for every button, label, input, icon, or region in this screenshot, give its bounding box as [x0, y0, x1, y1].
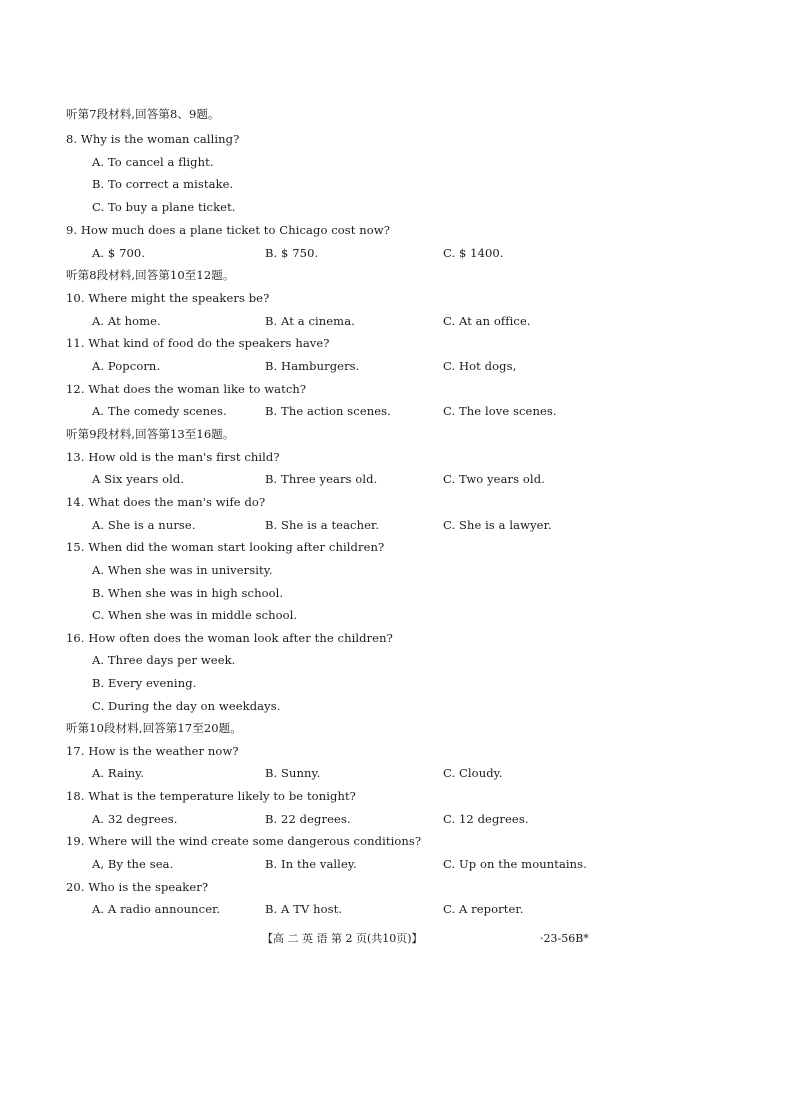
option-19b: B. In the valley. [265, 857, 357, 871]
question-10: 10. Where might the speakers be? [66, 291, 270, 305]
question-9: 9. How much does a plane ticket to Chicago cost now? [66, 223, 391, 237]
option-13b: B. Three years old. [265, 472, 378, 486]
option-19a: A, By the sea. [92, 857, 174, 871]
option-9b: B. $ 750. [265, 246, 319, 260]
option-8b: B. To correct a mistake. [92, 177, 234, 191]
option-10c: C. At an office. [443, 314, 531, 328]
question-11: 11. What kind of food do the speakers have? [66, 336, 330, 350]
option-18c: C. 12 degrees. [443, 812, 529, 826]
option-14a: A. She is a nurse. [92, 518, 196, 532]
option-17b: B. Sunny. [265, 766, 321, 780]
exam-code: ·23-56B* [540, 932, 589, 945]
option-17c: C. Cloudy. [443, 766, 503, 780]
option-15c: C. When she was in middle school. [92, 608, 298, 622]
option-8c: C. To buy a plane ticket. [92, 200, 236, 214]
option-15a: A. When she was in university. [92, 563, 273, 577]
option-16c: C. During the day on weekdays. [92, 699, 281, 713]
question-17: 17. How is the weather now? [66, 744, 239, 758]
question-15: 15. When did the woman start looking after children? [66, 540, 385, 554]
option-18b: B. 22 degrees. [265, 812, 351, 826]
question-18: 18. What is the temperature likely to be tonight? [66, 789, 356, 803]
section-heading: 听第7段材料,回答第8、9题。 [66, 107, 220, 121]
option-20c: C. A reporter. [443, 902, 524, 916]
option-11c: C. Hot dogs, [443, 359, 517, 373]
option-12b: B. The action scenes. [265, 404, 391, 418]
page-footer [0, 929, 794, 949]
question-14: 14. What does the man's wife do? [66, 495, 266, 509]
question-12: 12. What does the woman like to watch? [66, 382, 307, 396]
section-heading: 听第9段材料,回答第13至16题。 [66, 427, 235, 441]
page-number-label: 【高 二 英 语 第 2 页(共10页)】 [262, 932, 423, 945]
option-11b: B. Hamburgers. [265, 359, 360, 373]
option-13c: C. Two years old. [443, 472, 545, 486]
section-heading: 听第8段材料,回答第10至12题。 [66, 268, 235, 282]
option-14b: B. She is a teacher. [265, 518, 380, 532]
option-9a: A. $ 700. [92, 246, 146, 260]
option-12a: A. The comedy scenes. [92, 404, 227, 418]
option-10a: A. At home. [92, 314, 161, 328]
question-19: 19. Where will the wind create some dangerous conditions? [66, 834, 422, 848]
option-18a: A. 32 degrees. [92, 812, 178, 826]
option-9c: C. $ 1400. [443, 246, 504, 260]
option-16b: B. Every evening. [92, 676, 197, 690]
option-12c: C. The love scenes. [443, 404, 557, 418]
option-13a: A Six years old. [92, 472, 185, 486]
option-11a: A. Popcorn. [92, 359, 161, 373]
section-heading: 听第10段材料,回答第17至20题。 [66, 721, 242, 735]
option-8a: A. To cancel a flight. [92, 155, 214, 169]
question-16: 16. How often does the woman look after the children? [66, 631, 393, 645]
option-20b: B. A TV host. [265, 902, 343, 916]
question-8: 8. Why is the woman calling? [66, 132, 240, 146]
option-17a: A. Rainy. [92, 766, 145, 780]
option-14c: C. She is a lawyer. [443, 518, 552, 532]
option-10b: B. At a cinema. [265, 314, 355, 328]
question-13: 13. How old is the man's first child? [66, 450, 280, 464]
option-16a: A. Three days per week. [92, 653, 236, 667]
option-20a: A. A radio announcer. [92, 902, 221, 916]
option-19c: C. Up on the mountains. [443, 857, 587, 871]
question-20: 20. Who is the speaker? [66, 880, 209, 894]
option-15b: B. When she was in high school. [92, 586, 284, 600]
